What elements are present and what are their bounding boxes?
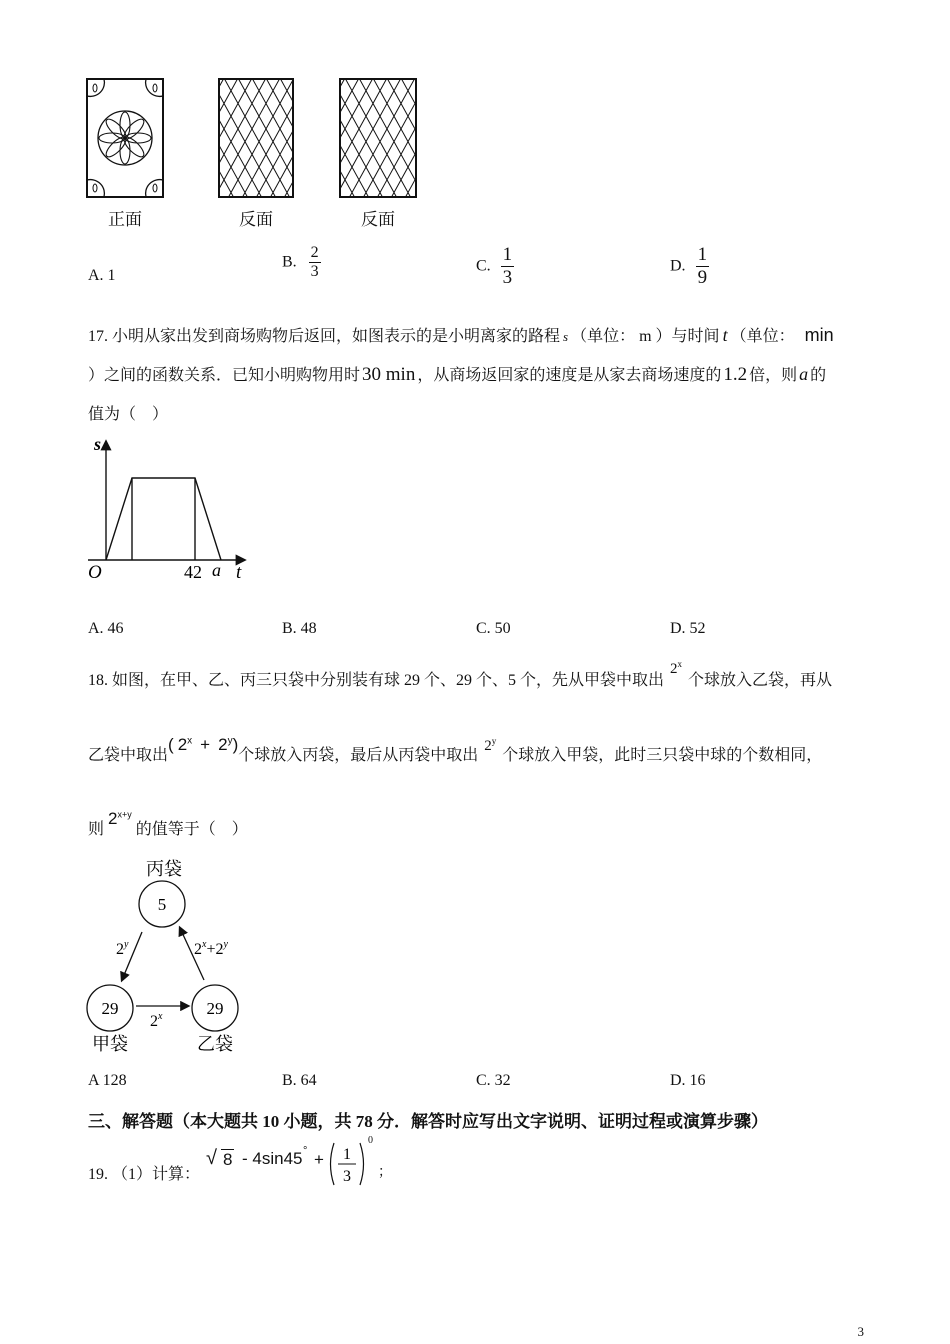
- q17-option-a: A. 46: [88, 620, 124, 637]
- q16-c-denominator: 3: [502, 267, 513, 288]
- q19-sqrt-symbol: √: [206, 1147, 217, 1169]
- q16-card-back-figure-2: [339, 78, 417, 198]
- q17-option-c: C. 50: [476, 620, 511, 637]
- q19-plus: +: [314, 1150, 324, 1169]
- q18-option-b: B. 64: [282, 1072, 317, 1089]
- q19-degree: °: [303, 1145, 308, 1157]
- page-number: 3: [857, 1324, 864, 1339]
- q17-distance-time-graph: [84, 430, 254, 590]
- q18-bag-diagram: [84, 852, 254, 1060]
- q18-option-d: D. 16: [670, 1072, 706, 1089]
- q16-b-numerator: 2: [310, 244, 319, 261]
- q18-bag-a-label: 甲袋: [92, 1034, 128, 1054]
- q18-text-line-2: 乙袋中取出( $2^x + 2^y$)个球放入丙袋，最后从丙袋中取出2$^y$个球放入甲袋，此时三只袋中球的个数相同，: [88, 735, 823, 764]
- q17-var-t: t: [722, 325, 728, 345]
- q18-bag-c-count: 5: [157, 895, 167, 914]
- lattice-line: [228, 78, 294, 198]
- q16-option-d: D. $\frac{1}{9}$: [670, 244, 708, 288]
- lattice-line: [349, 78, 415, 198]
- q19-paren-frac: [326, 1139, 368, 1189]
- q16-caption-back-2: 反面: [361, 210, 395, 229]
- q19-frac-den: 3: [343, 1168, 351, 1185]
- q18-arrow-b-to-c-label: $2^x+2^y$: [194, 939, 228, 958]
- q18-bag-b-label: 乙袋: [197, 1034, 233, 1054]
- q17-option-d: D. 52: [670, 620, 706, 637]
- q16-d-denominator: 9: [697, 267, 708, 288]
- q16-b-denominator: 3: [310, 263, 319, 280]
- q17-var-a: a: [799, 364, 809, 384]
- q16-card-front-figure: [86, 78, 164, 198]
- q17-graph-y-label: s: [94, 434, 102, 454]
- lattice-line: [218, 78, 238, 198]
- q17-shop-time: 30 min: [362, 364, 416, 385]
- q18-bag-b-count: 29: [206, 999, 224, 1018]
- q16-option-b: B. $\frac{2}{3}$: [282, 244, 319, 280]
- q18-option-c: C. 32: [476, 1072, 511, 1089]
- q16-card-back-figure-1: [218, 78, 294, 198]
- lattice-line: [339, 78, 359, 198]
- section3-heading: 三、解答题（本大题共 10 小题，共 78 分．解答时应写出文字说明、证明过程或演算步骤）: [88, 1112, 768, 1131]
- q19-exponent: 0: [368, 1135, 373, 1146]
- q19-sqrt-arg: 8: [223, 1150, 233, 1169]
- q16-c-numerator: 1: [502, 244, 513, 265]
- q18-arrow-c-to-a-label: 2$^y$: [116, 939, 129, 958]
- q17-text-line-3: 值为（ ）: [88, 406, 169, 423]
- q18-expr-2x-plus-2y: ( $2^x + 2^y$): [168, 735, 239, 754]
- q19-sin-term: - 4sin45: [242, 1149, 303, 1168]
- q18-text-line-1: 18. 如图，在甲、乙、丙三只袋中分别装有球 29 个、29 个、5 个，先从甲袋中取出2$^x$个球放入乙袋，再从: [88, 659, 833, 689]
- q16-d-numerator: 1: [697, 244, 708, 265]
- q17-option-b: B. 48: [282, 620, 317, 637]
- q16-option-c: C. $\frac{1}{3}$: [476, 244, 513, 288]
- lattice-line: [391, 78, 417, 198]
- lattice-line: [252, 78, 294, 198]
- q16-caption-back-1: 反面: [239, 210, 273, 229]
- q17-graph-x-label: t: [236, 562, 242, 583]
- q18-arrow-a-to-b-label: 2$^x$: [150, 1011, 163, 1030]
- q16-option-a: A. 1: [88, 267, 116, 284]
- q17-speed-ratio: 1.2: [723, 364, 748, 385]
- lattice-line: [280, 78, 294, 198]
- q19-frac-num: 1: [343, 1146, 351, 1163]
- q18-expr-2y: 2$^y$: [484, 736, 497, 754]
- q18-text-line-3: 则$2^{x+y}$的值等于（ ）: [88, 809, 248, 838]
- q18-expr-2x-plus-y: $2^{x+y}$: [108, 809, 132, 828]
- q18-expr-2x: 2$^x$: [670, 659, 683, 677]
- q18-bag-a-count: 29: [101, 999, 119, 1018]
- q16-caption-front: 正面: [108, 210, 142, 229]
- q17-unit-m: m: [639, 328, 652, 345]
- q17-var-s: s: [563, 329, 569, 344]
- q18-option-a: A 128: [88, 1072, 127, 1089]
- lattice-line: [363, 78, 417, 198]
- lattice-line: [242, 78, 294, 198]
- q17-graph-a-label: a: [212, 560, 221, 580]
- q17-graph-origin: O: [88, 562, 102, 583]
- q17-text-line-1: 17. 小明从家出发到商场购物后返回，如图表示的是小明离家的路程 s （单位： m ）与时间 t （单位： min: [88, 325, 834, 345]
- q17-text-line-2: ）之间的函数关系．已知小明购物用时 30 min ，从商场返回家的速度是从家去商场速度的 1.2 倍，则 a 的: [88, 364, 827, 385]
- q19-suffix: ；: [378, 1163, 392, 1179]
- q18-bag-c-label: 丙袋: [146, 859, 182, 879]
- q19-expression: [206, 1137, 466, 1191]
- q17-graph-tick-42: 42: [184, 562, 202, 582]
- q17-unit-min: min: [804, 325, 834, 345]
- q19-prefix: 19. （1）计算：: [88, 1166, 201, 1183]
